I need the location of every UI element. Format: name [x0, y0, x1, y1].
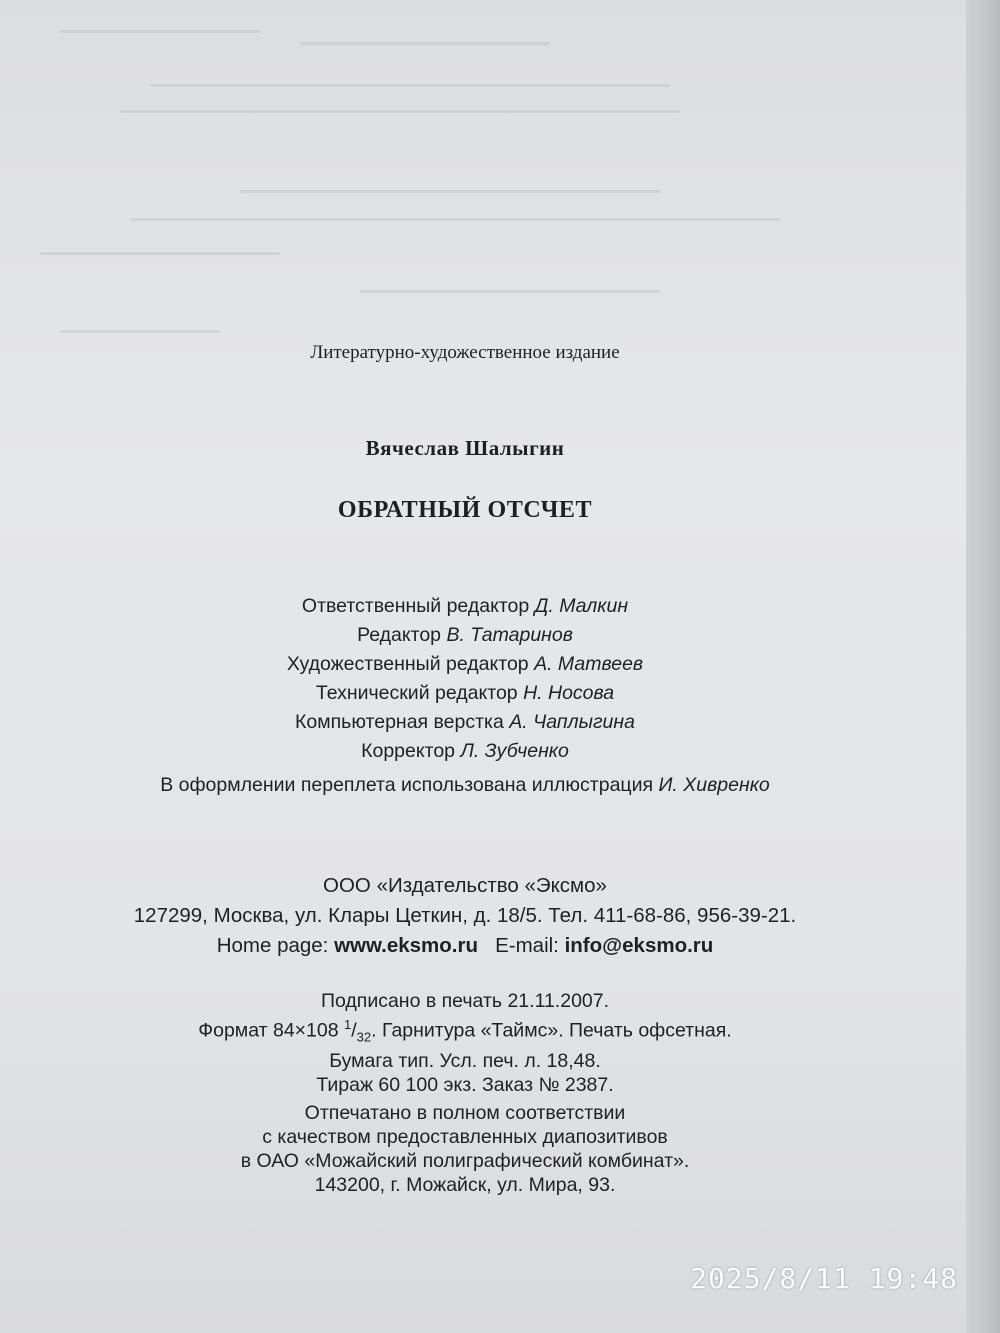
edition-type: Литературно-художественное издание	[310, 342, 620, 363]
printer-line: 143200, г. Можайск, ул. Мира, 93.	[314, 1174, 616, 1196]
bleed-through-text	[0, 0, 1000, 340]
publisher-contacts: Home page: www.eksmo.ru E-mail: info@eksmo.ru	[216, 934, 714, 957]
book-spine-shadow	[966, 0, 1000, 1333]
printer-line: Отпечатано в полном соответствии	[304, 1102, 626, 1124]
homepage-link: www.eksmo.ru	[334, 934, 478, 957]
credit-line: Ответственный редактор Д. Малкин	[301, 595, 629, 617]
publisher-block	[0, 871, 930, 961]
publisher-name: ООО «Издательство «Эксмо»	[323, 874, 607, 897]
paper-line: Бумага тип. Усл. печ. л. 18,48.	[329, 1050, 601, 1073]
book-title: ОБРАТНЫЙ ОТСЧЕТ	[337, 497, 593, 523]
email-address: info@eksmo.ru	[564, 934, 714, 957]
printer-line: в ОАО «Можайский полиграфический комбинат».	[240, 1150, 690, 1172]
author-name: Вячеслав Шалыгин	[365, 436, 565, 460]
publisher-address: 127299, Москва, ул. Клары Цеткин, д. 18/5. Тел. 411-68-86, 956-39-21.	[133, 904, 797, 927]
print-run-line: Тираж 60 100 экз. Заказ № 2387.	[316, 1074, 614, 1097]
credit-line: Редактор В. Татаринов	[357, 624, 573, 646]
printer-block	[0, 1101, 930, 1197]
signed-date: Подписано в печать 21.11.2007.	[320, 990, 610, 1012]
credit-line: Компьютерная верстка А. Чаплыгина	[295, 711, 635, 733]
credit-line: Художественный редактор А. Матвеев	[286, 653, 644, 675]
photo-timestamp: 2025/8/11 19:48	[690, 1262, 958, 1295]
cover-illustration-credit: В оформлении переплета использована иллюстрация И. Хивренко	[160, 774, 770, 796]
credit-line: Корректор Л. Зубченко	[361, 740, 569, 762]
printer-line: с качеством предоставленных диапозитивов	[262, 1126, 668, 1148]
format-line: Формат 84×108 $^1/_{32}$. Гарнитура «Таймс». Печать офсетная.	[198, 1017, 732, 1045]
printing-details	[0, 989, 930, 1097]
credit-line: Технический редактор Н. Носова	[315, 682, 615, 704]
credits-list	[0, 592, 930, 766]
